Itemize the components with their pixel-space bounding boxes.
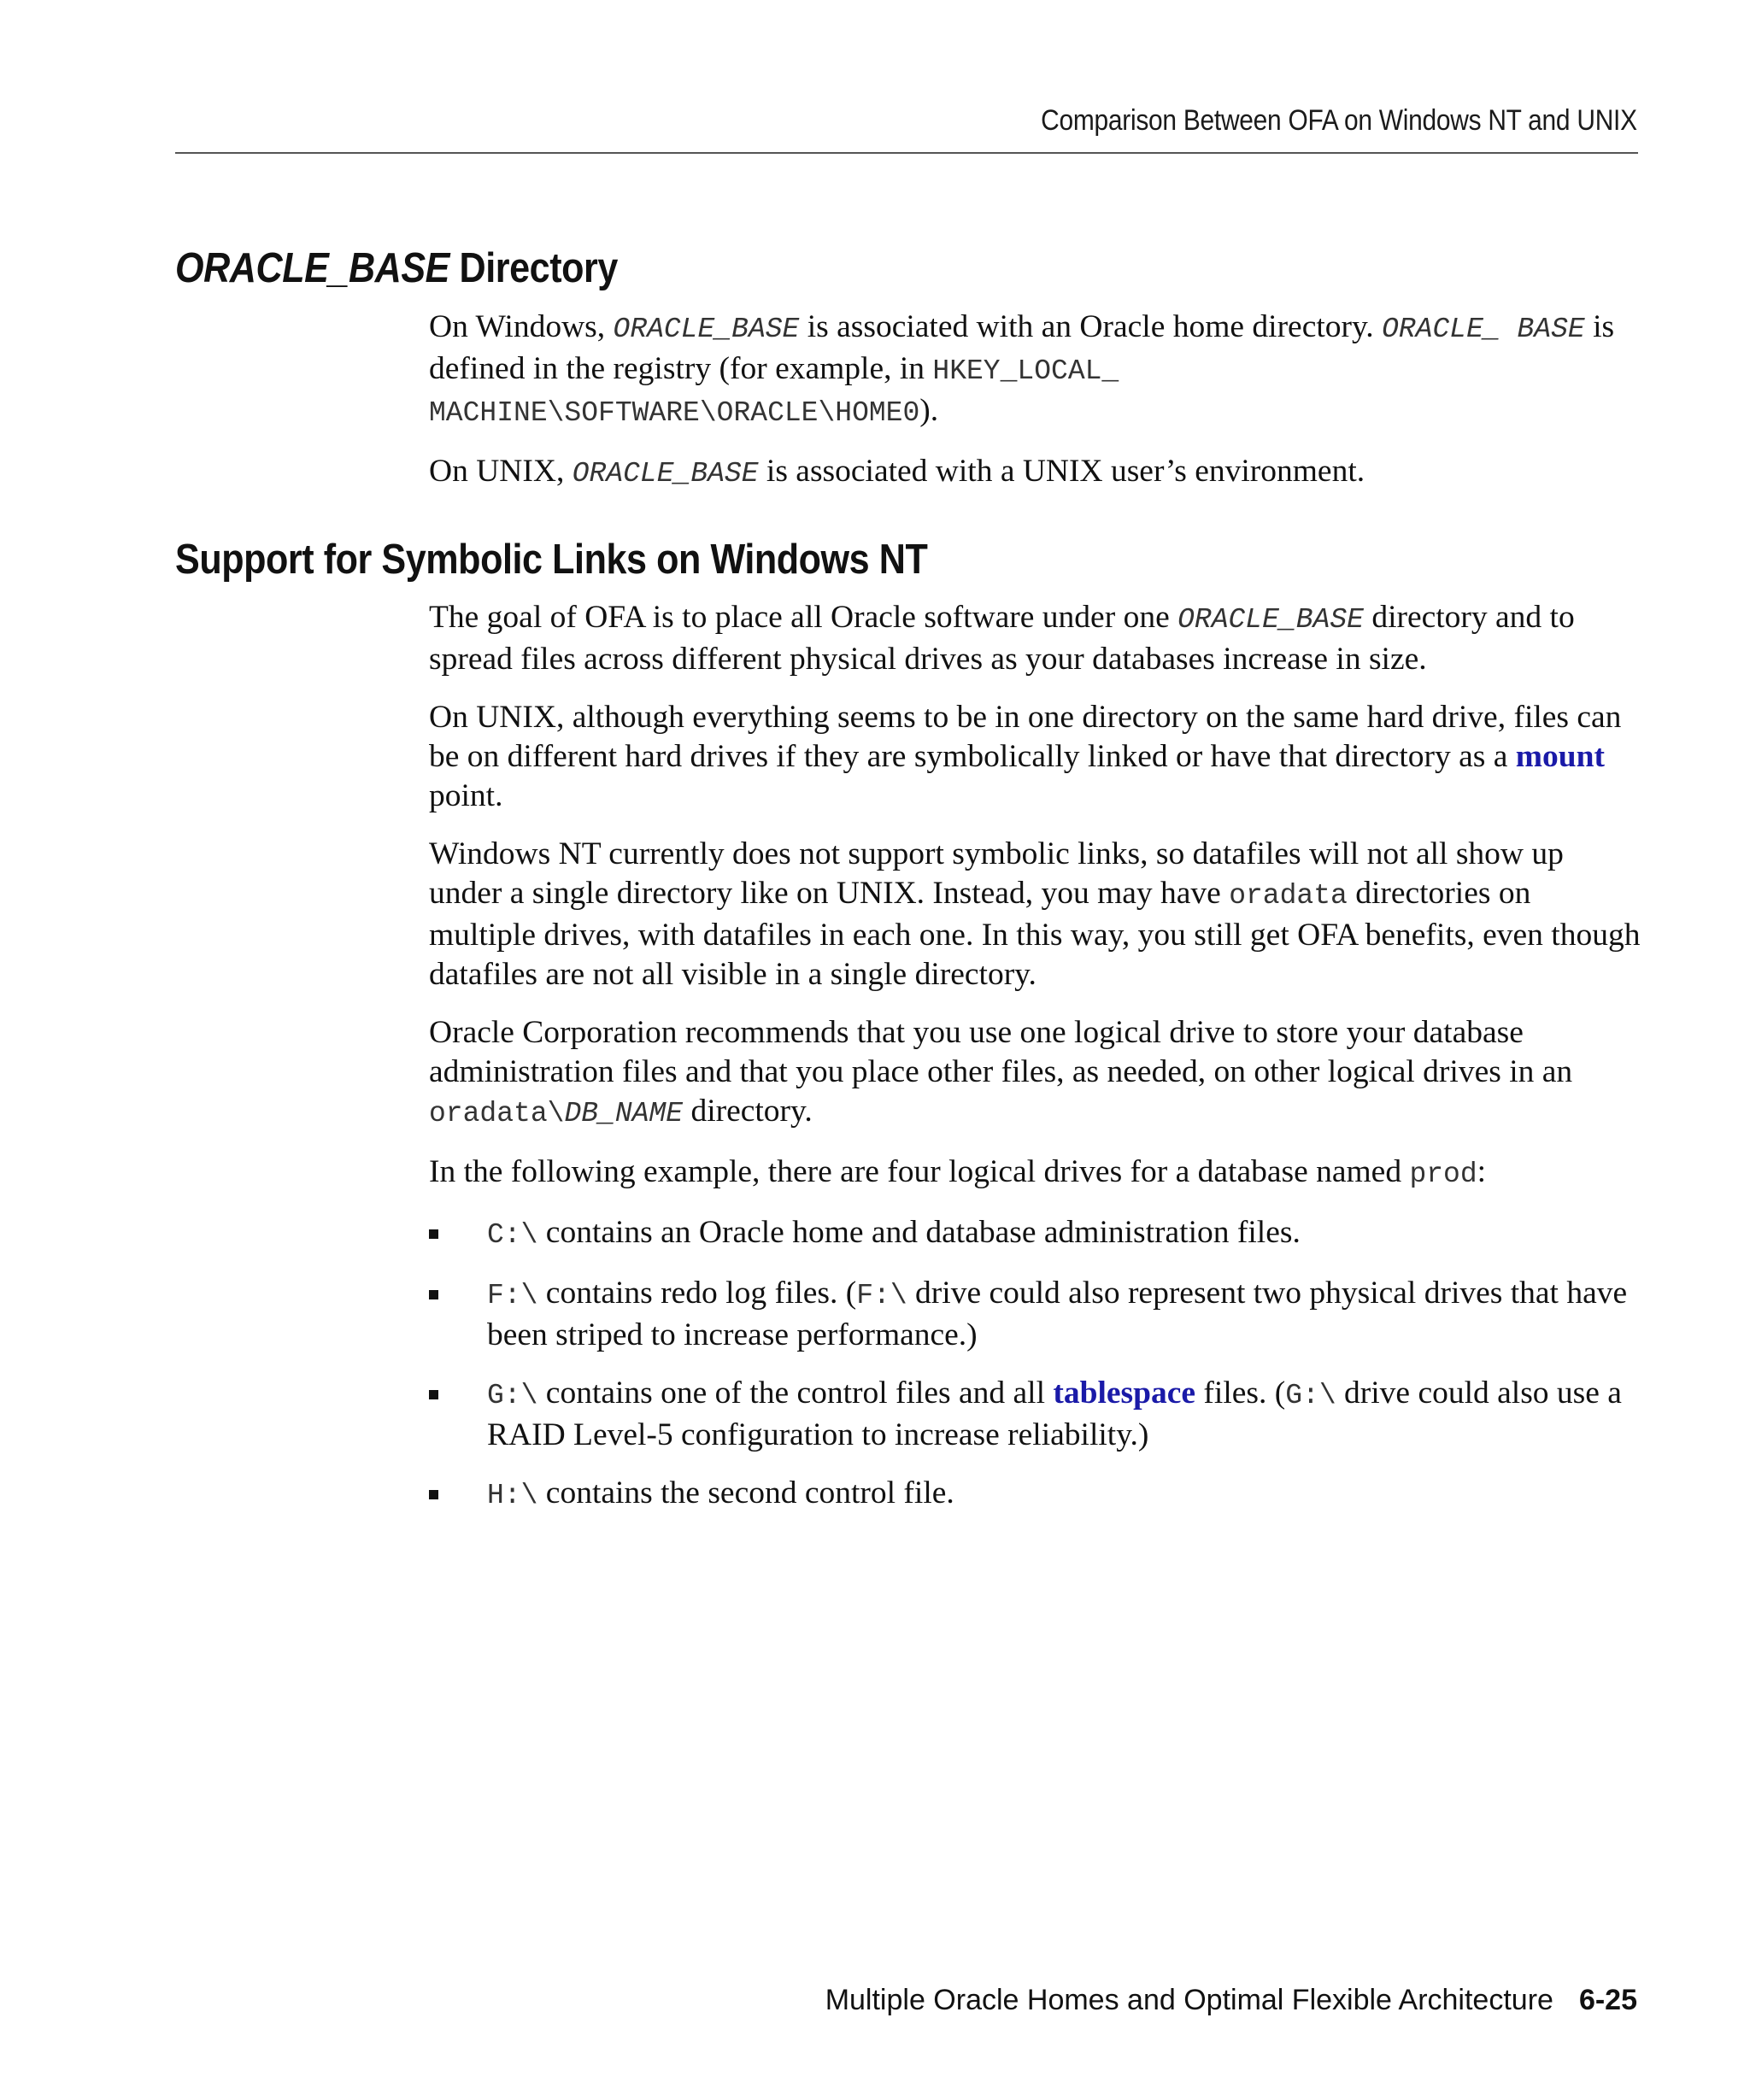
section-title-italic: ORACLE_BASE	[175, 245, 450, 291]
text: :	[1477, 1154, 1487, 1189]
code-registry-key: HKEY_LOCAL_ MACHINE\SOFTWARE\ORACLE\HOME0	[429, 355, 1119, 429]
text: point.	[429, 778, 503, 813]
bullet-square-icon	[429, 1290, 438, 1299]
glossary-link-tablespace[interactable]: tablespace	[1053, 1376, 1196, 1411]
code-drive: F:\	[856, 1280, 907, 1311]
section-title-rest: Directory	[449, 245, 618, 291]
running-header: Comparison Between OFA on Windows NT and UNIX	[1041, 104, 1637, 137]
text: contains one of the control files and all	[537, 1376, 1054, 1411]
page-footer	[825, 1984, 1637, 2017]
glossary-link-mount[interactable]: mount	[1515, 739, 1605, 774]
text: On UNIX,	[429, 454, 573, 489]
paragraph	[429, 452, 1642, 494]
paragraph	[429, 1153, 1642, 1194]
paragraph	[429, 835, 1642, 994]
text: The goal of OFA is to place all Oracle software under one	[429, 600, 1178, 635]
text: contains redo log files. (	[537, 1276, 857, 1311]
paragraph	[429, 1013, 1642, 1134]
text: On UNIX, although everything seems to be in one directory on the same hard drive, files can be on different hard drives if they are symbolically linked or have that directory as a	[429, 700, 1622, 774]
code-dirname: oradata	[1229, 880, 1348, 912]
page-number: 6-25	[1578, 1984, 1637, 2016]
text: contains an Oracle home and database administration files.	[537, 1215, 1301, 1250]
code-drive: C:\	[487, 1219, 538, 1251]
code-drive: G:\	[487, 1380, 538, 1411]
text: directories on multiple drives, with datafiles in each one. In this way, you still get OFA benefits, even though datafiles are not all visible in a single directory.	[429, 876, 1641, 992]
paragraph	[429, 698, 1642, 816]
header-rule	[175, 152, 1638, 154]
section-title-oracle-base	[175, 244, 618, 292]
list-item	[429, 1374, 1642, 1455]
text: files. (	[1195, 1376, 1286, 1411]
code-drive: G:\	[1285, 1380, 1336, 1411]
paragraph	[429, 308, 1642, 433]
list-item	[429, 1213, 1642, 1255]
code-drive: F:\	[487, 1280, 538, 1311]
list-item	[429, 1274, 1642, 1355]
code-variable: ORACLE_BASE	[613, 314, 800, 345]
text: directory and to spread files across different physical drives as your databases increase in size.	[429, 600, 1575, 677]
bullet-square-icon	[429, 1390, 438, 1399]
code-dbname: prod	[1409, 1159, 1477, 1190]
text: directory.	[683, 1094, 813, 1129]
code-variable: DB_NAME	[564, 1098, 684, 1129]
text: is defined in the registry (for example, in	[429, 309, 1615, 386]
code-variable: ORACLE_ BASE	[1382, 314, 1585, 345]
text: Oracle Corporation recommends that you use one logical drive to store your database administration files and that you place other files, as needed, on other logical drives in an	[429, 1015, 1573, 1089]
bullet-square-icon	[429, 1229, 438, 1239]
text: On Windows,	[429, 309, 614, 344]
code-dirname: oradata\	[429, 1098, 565, 1129]
list-item	[429, 1474, 1642, 1516]
text: In the following example, there are four logical drives for a database named	[429, 1154, 1410, 1189]
code-drive: H:\	[487, 1480, 538, 1511]
footer-book-title: Multiple Oracle Homes and Optimal Flexible Architecture	[825, 1984, 1553, 2016]
section-title-symbolic-links: Support for Symbolic Links on Windows NT	[175, 537, 928, 583]
section-body-oracle-base	[429, 308, 1642, 513]
paragraph	[429, 598, 1642, 679]
section-body-symbolic-links	[429, 598, 1642, 1534]
text: contains the second control file.	[537, 1475, 954, 1510]
text: ).	[919, 393, 939, 428]
text: is associated with a UNIX user’s environment.	[758, 454, 1365, 489]
drive-list	[429, 1213, 1642, 1516]
text: drive could also use a RAID Level-5 configuration to increase reliability.)	[487, 1376, 1622, 1452]
text: drive could also represent two physical drives that have been striped to increase performance.)	[487, 1276, 1628, 1352]
bullet-square-icon	[429, 1490, 438, 1499]
text: is associated with an Oracle home directory.	[799, 309, 1383, 344]
code-variable: ORACLE_BASE	[572, 458, 759, 490]
code-variable: ORACLE_BASE	[1177, 604, 1364, 636]
text: Windows NT currently does not support symbolic links, so datafiles will not all show up under a single directory like on UNIX. Instead, you may have	[429, 836, 1564, 911]
